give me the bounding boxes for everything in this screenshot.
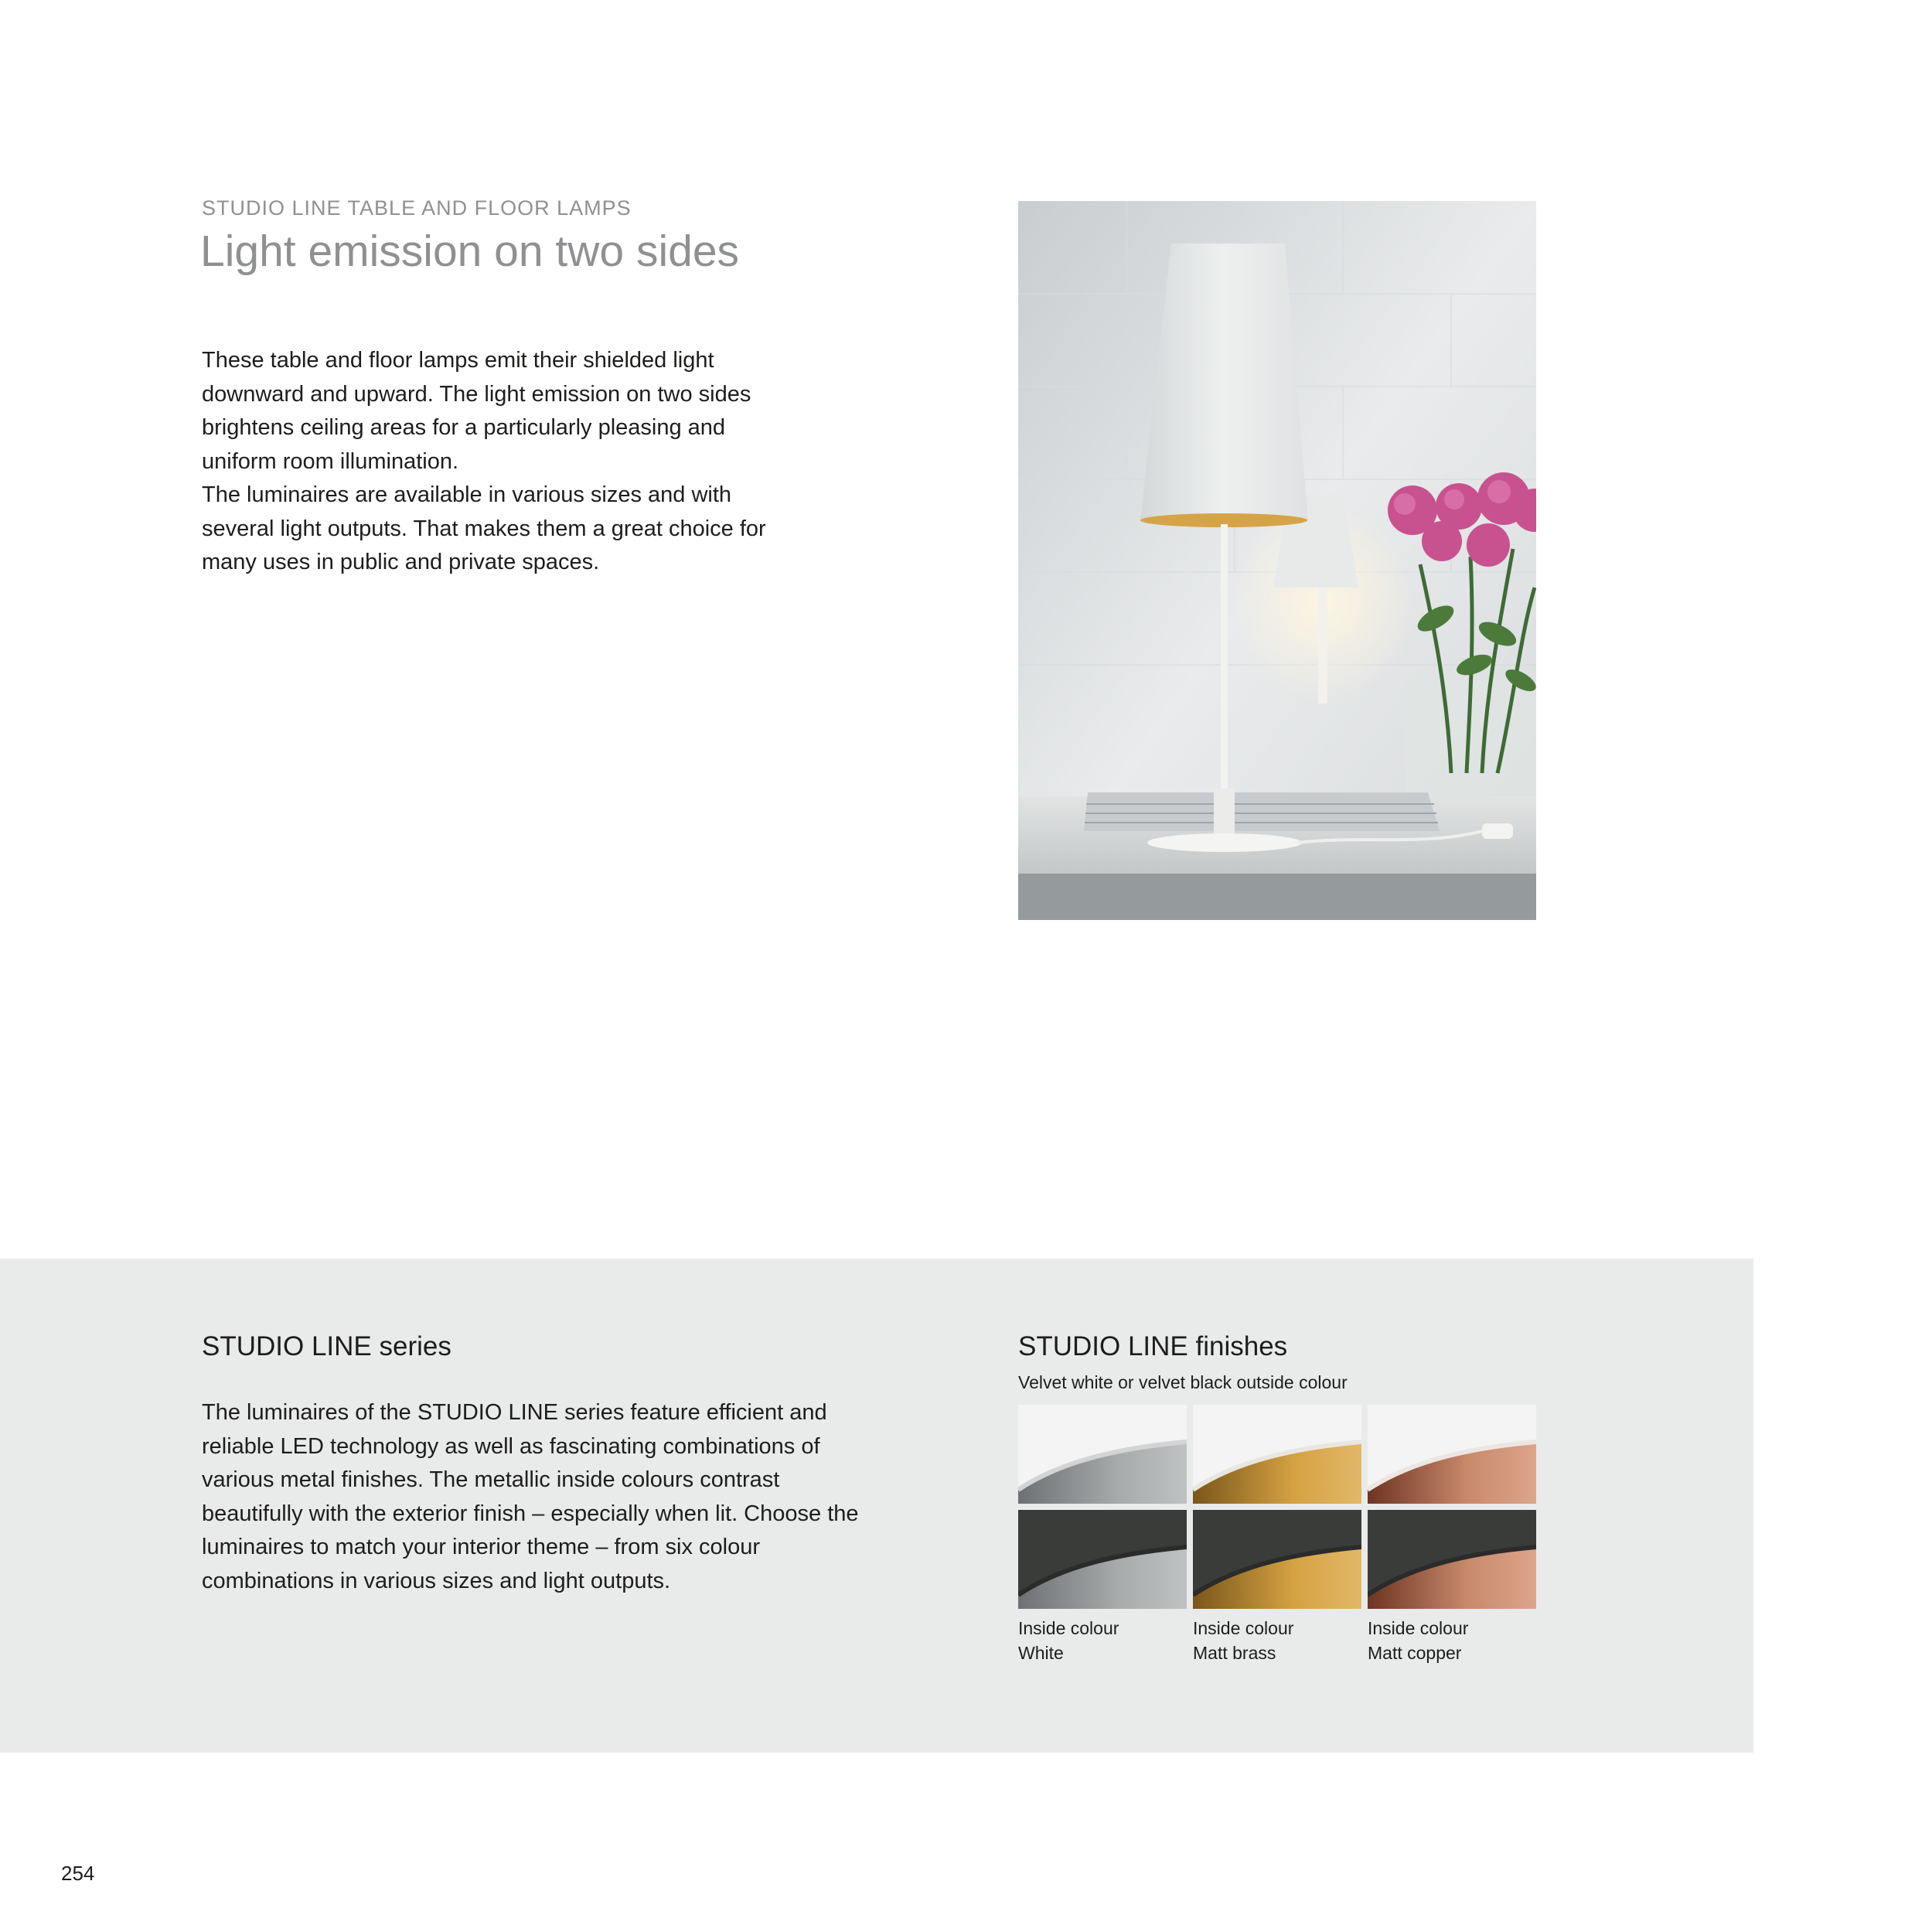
swatch-caption-white [1018,1616,1119,1665]
table-lamp-photo [1018,201,1536,920]
intro-paragraph-1: These table and floor lamps emit their shielded light downward and upward. The light emission on two sides brightens ceiling areas for a particularly pleasing and uniform room illumination. [202,348,751,474]
page-number: 254 [61,1862,95,1885]
intro-paragraph-2: The luminaires are available in various sizes and with several light outputs. That makes them a great choice for many uses in public and private spaces. [202,482,766,574]
swatch-black-outside-white-inside [1018,1510,1187,1609]
intro-text [202,344,789,580]
finishes-subtitle: Velvet white or velvet black outside colour [1018,1372,1348,1392]
swatch-white-outside-brass-inside [1193,1405,1361,1504]
swatch-white-outside-white-inside [1018,1405,1187,1504]
swatch-white-outside-copper-inside [1368,1405,1536,1504]
page-title: Light emission on two sides [200,227,740,276]
swatch-caption-label: Inside colour [1193,1618,1294,1638]
swatch-black-outside-copper-inside [1368,1510,1536,1609]
swatch-caption-name: Matt brass [1193,1643,1276,1663]
section-eyebrow: STUDIO LINE TABLE AND FLOOR LAMPS [202,196,632,220]
swatch-caption-matt-copper [1368,1616,1468,1665]
series-title: STUDIO LINE series [202,1331,451,1361]
swatch-caption-label: Inside colour [1018,1618,1119,1638]
series-description: The luminaires of the STUDIO LINE series feature efficient and reliable LED technology as well as fascinating combinations of various metal finishes. The metallic inside colours contrast beautifully with the exterior finish – especially when lit. Choose the luminaires to match your interior theme – from six colour combinations in various sizes and light outputs. [202,1400,859,1593]
swatch-black-outside-brass-inside [1193,1510,1361,1609]
swatch-caption-name: White [1018,1643,1064,1663]
swatch-caption-matt-brass [1193,1616,1293,1665]
swatch-caption-label: Inside colour [1368,1618,1469,1638]
swatch-caption-name: Matt copper [1368,1643,1462,1663]
finishes-title: STUDIO LINE finishes [1018,1331,1288,1361]
